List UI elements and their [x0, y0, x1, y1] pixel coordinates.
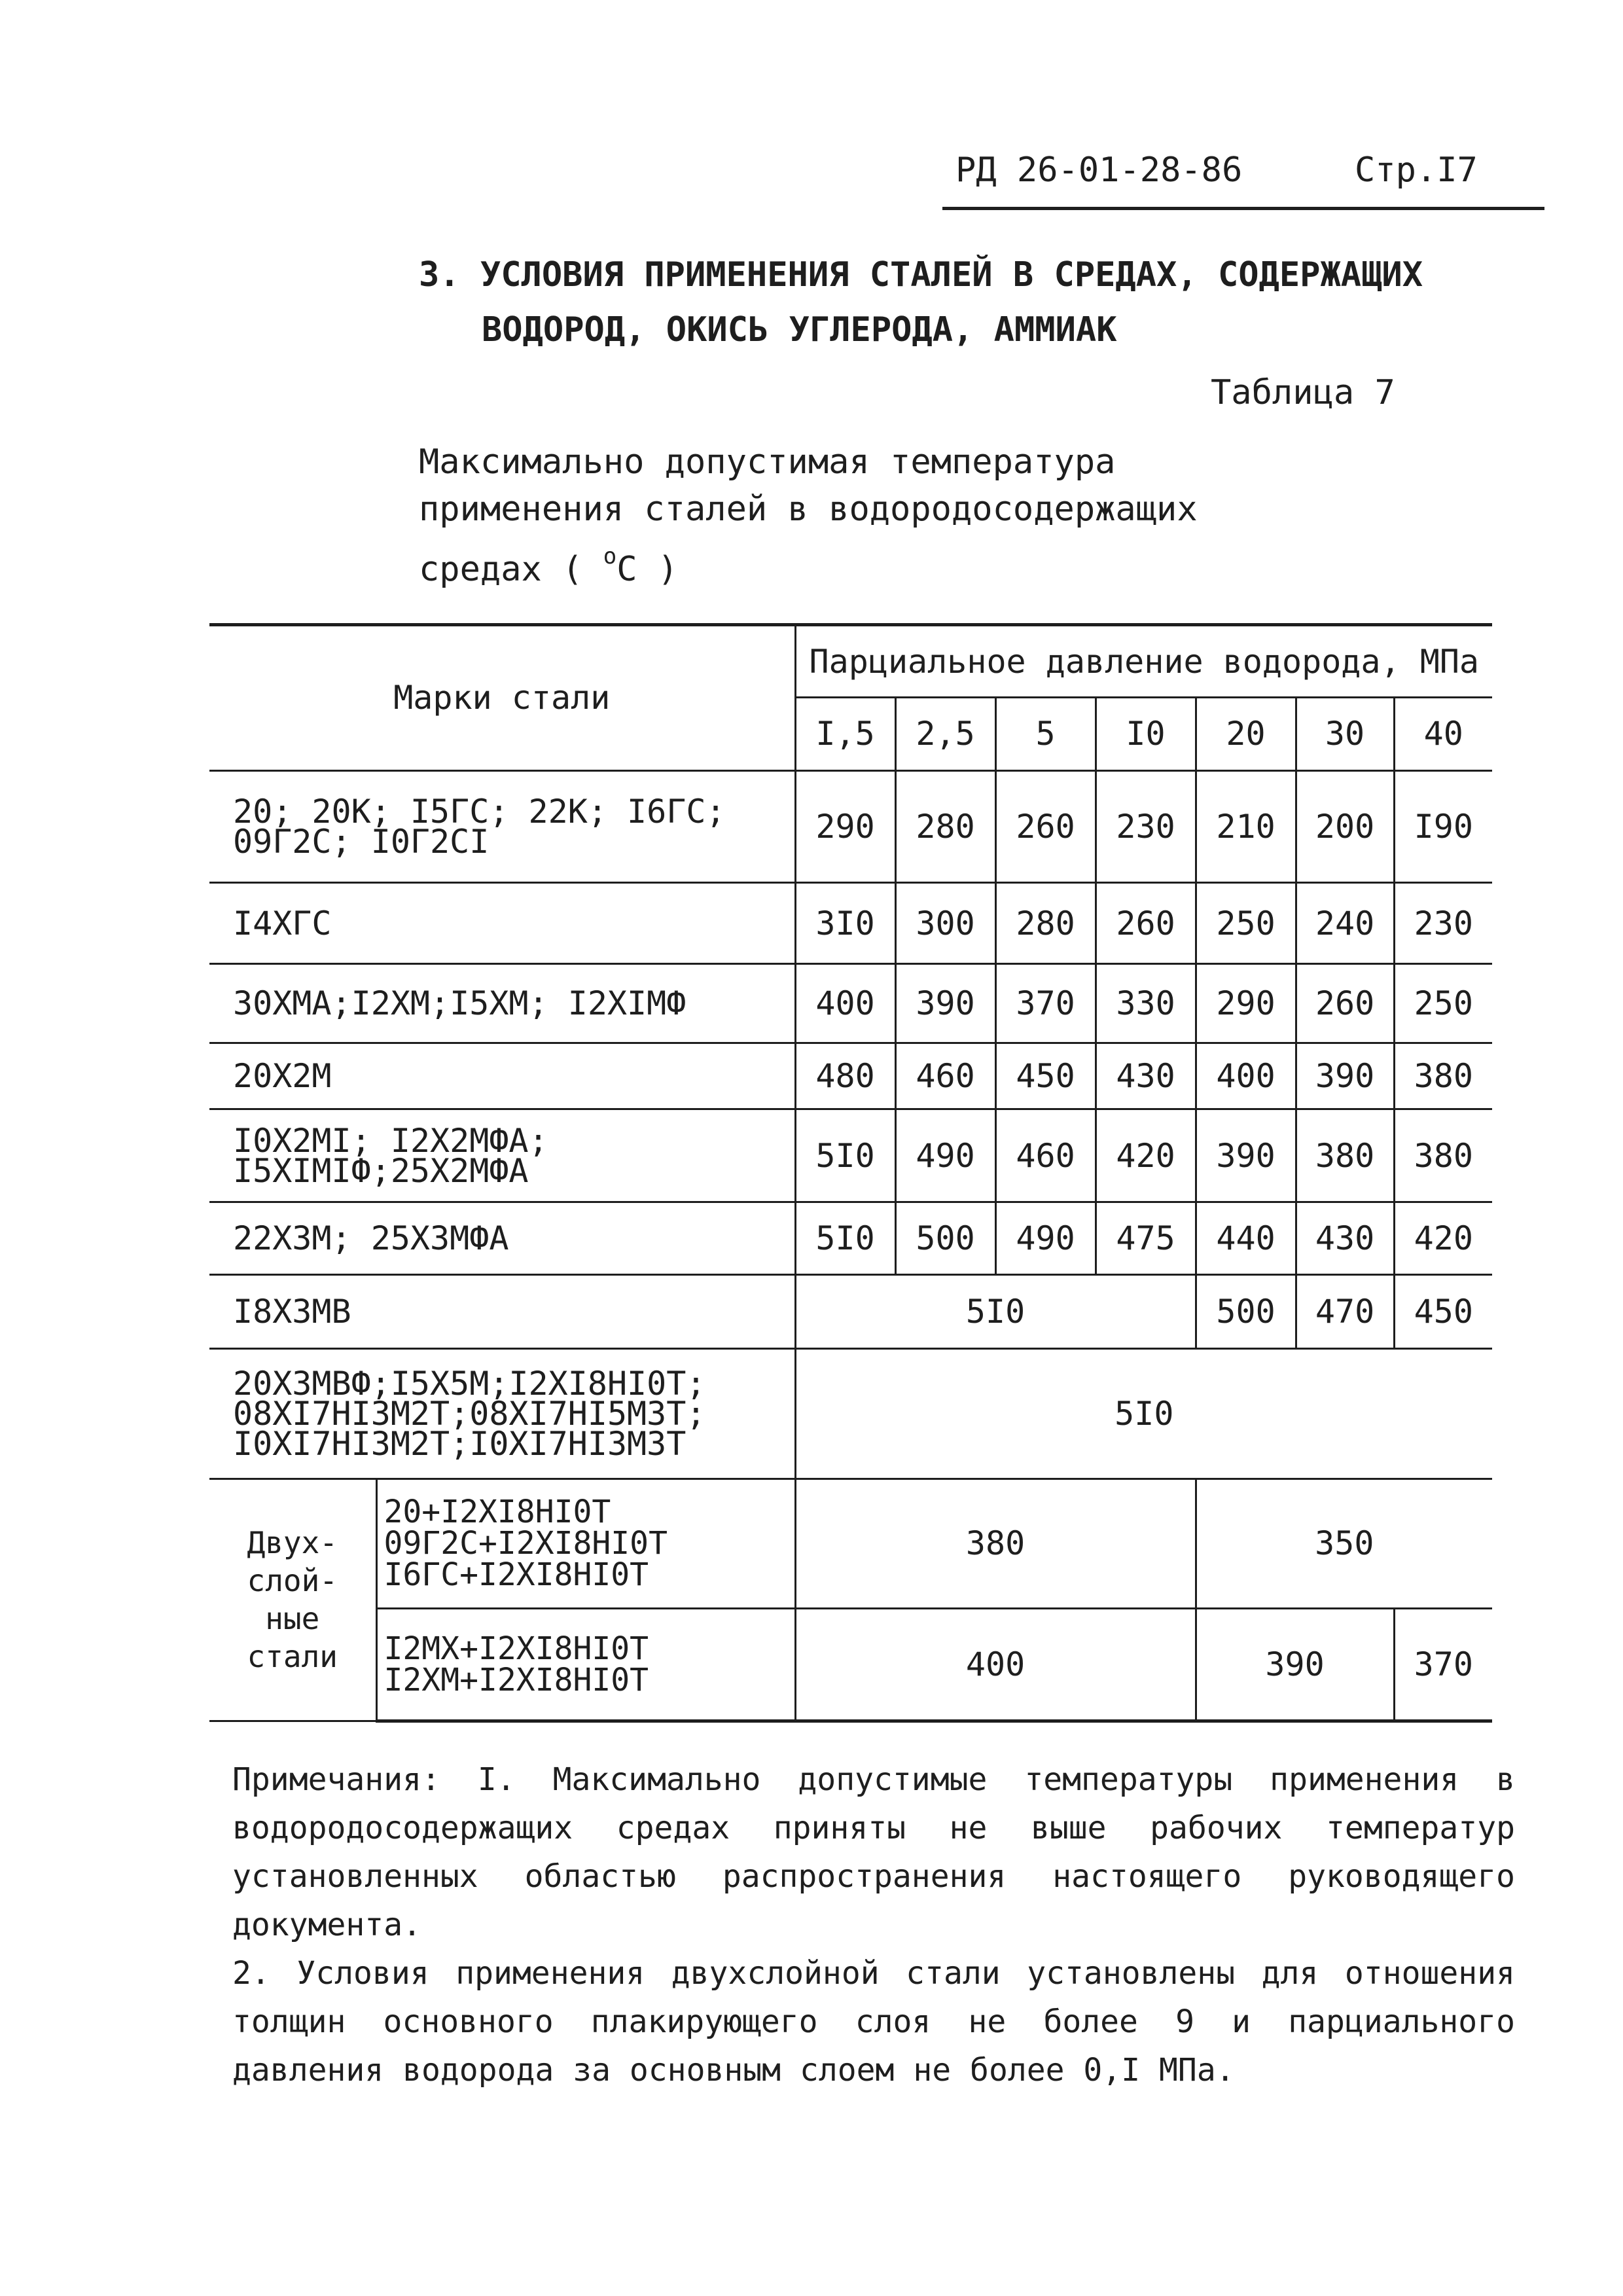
- caption-line3-pre: средах (: [419, 550, 583, 589]
- caption-line3: [419, 533, 1198, 593]
- temp-cell: 290: [1196, 963, 1296, 1043]
- document-code: РД 26-01-28-86: [955, 151, 1243, 190]
- pressure-20: 20: [1196, 698, 1296, 770]
- pressure-10: I0: [1096, 698, 1196, 770]
- grade-line: 09Г2С; I0Г2СI: [233, 822, 490, 861]
- temp-cell: 290: [795, 770, 895, 883]
- table-row: [209, 1275, 1492, 1349]
- grade-line: I2ХМ+I2ХI8НI0Т: [383, 1661, 649, 1698]
- temp-cell: 430: [1096, 1043, 1196, 1109]
- grade-line: 09Г2С+I2ХI8НI0Т: [383, 1525, 668, 1562]
- steel-grade: [209, 1349, 795, 1479]
- temp-cell: 500: [1196, 1275, 1296, 1349]
- temp-cell: 380: [1394, 1043, 1492, 1109]
- temp-cell: 210: [1196, 770, 1296, 883]
- steel-grade: [209, 1109, 795, 1202]
- temp-cell: 490: [895, 1109, 995, 1202]
- grade-line: I6ГС+I2ХI8НI0Т: [383, 1556, 649, 1594]
- two-layer-label: [209, 1479, 376, 1721]
- grade-line: 20+I2ХI8НI0Т: [383, 1494, 611, 1531]
- temp-cell: 450: [1394, 1275, 1492, 1349]
- temp-cell: 390: [1296, 1043, 1394, 1109]
- grade-line: I2МХ+I2ХI8НI0Т: [383, 1630, 649, 1667]
- temp-cell: 420: [1096, 1109, 1196, 1202]
- temp-cell: I90: [1394, 770, 1492, 883]
- table-row: [209, 963, 1492, 1043]
- grade-line: 20; 20К; I5ГС; 22К; I6ГС;: [233, 792, 726, 831]
- steel-grade: 22Х3М; 25Х3МФА: [209, 1202, 795, 1274]
- grade-line: 20Х3МВФ;I5Х5М;I2ХI8НI0Т;: [233, 1365, 706, 1403]
- pressure-40: 40: [1394, 698, 1492, 770]
- temp-cell: 490: [995, 1202, 1096, 1274]
- degree-sign: о: [603, 543, 617, 569]
- temp-cell: 280: [895, 770, 995, 883]
- temp-cell: 260: [995, 770, 1096, 883]
- temp-cell: 370: [995, 963, 1096, 1043]
- note-1: Примечания: I. Максимально допустимые температуры применения в водородосодержащих средах приняты не выше рабочих температур установленных областью распространения настоящего руководящего документа.: [232, 1761, 1515, 1943]
- table-row: [209, 1202, 1492, 1274]
- header-grade: Марки стали: [209, 625, 795, 771]
- temp-cell: 390: [1196, 1109, 1296, 1202]
- pressure-2-5: 2,5: [895, 698, 995, 770]
- temp-cell: 280: [995, 883, 1096, 963]
- steel-grade: 30ХМА;I2ХМ;I5ХМ; I2ХIМФ: [209, 963, 795, 1043]
- temp-cell: 470: [1296, 1275, 1394, 1349]
- temp-cell: 380: [1296, 1109, 1394, 1202]
- temp-cell: 475: [1096, 1202, 1196, 1274]
- grade-line: 08ХI7НI3М2Т;08ХI7НI5М3Т;: [233, 1395, 706, 1433]
- section-title-line2: ВОДОРОД, ОКИСЬ УГЛЕРОДА, АММИАК: [482, 310, 1117, 350]
- two-layer-label-line: ные: [265, 1601, 320, 1637]
- temp-cell: 260: [1096, 883, 1196, 963]
- table-row: [209, 1349, 1492, 1479]
- temp-cell-merged: 350: [1196, 1479, 1492, 1608]
- pressure-1-5: I,5: [795, 698, 895, 770]
- temp-cell: 400: [1196, 1043, 1296, 1109]
- temp-cell-merged: 390: [1196, 1608, 1394, 1721]
- temp-cell: 240: [1296, 883, 1394, 963]
- table-row: [209, 883, 1492, 963]
- page-number: Стр.I7: [1355, 151, 1478, 190]
- temp-cell: 5I0: [795, 1109, 895, 1202]
- table-row: [209, 1479, 1492, 1608]
- section-title: [419, 247, 1423, 357]
- steel-temperature-table: [209, 623, 1492, 1723]
- table-row: [209, 1043, 1492, 1109]
- caption-unit: С ): [616, 550, 679, 589]
- temp-cell: 260: [1296, 963, 1394, 1043]
- temp-cell: 460: [895, 1043, 995, 1109]
- grade-line: I0ХI7НI3М2Т;I0ХI7НI3М3Т: [233, 1425, 687, 1463]
- caption-line2: применения сталей в водородосодержащих: [419, 490, 1198, 529]
- temp-cell-merged: 5I0: [795, 1275, 1196, 1349]
- note-2: 2. Условия применения двухслойной стали установлены для отношения толщин основного плакирующего слоя не более 9 и парциального давления водорода за основным слоем не более 0,I МПа.: [232, 1955, 1515, 2089]
- pressure-5: 5: [995, 698, 1096, 770]
- table-row: [209, 1109, 1492, 1202]
- grade-line: I5ХIМIФ;25Х2МФА: [233, 1151, 529, 1190]
- temp-cell: 300: [895, 883, 995, 963]
- temp-cell: 230: [1096, 770, 1196, 883]
- table-caption: [419, 439, 1198, 593]
- two-layer-label-line: слой-: [247, 1563, 338, 1599]
- temp-cell: 380: [1394, 1109, 1492, 1202]
- temp-cell: 200: [1296, 770, 1394, 883]
- temp-cell: 450: [995, 1043, 1096, 1109]
- grade-line: I0Х2МI; I2Х2МФА;: [233, 1121, 548, 1160]
- table-row: [209, 770, 1492, 883]
- temp-cell: 500: [895, 1202, 995, 1274]
- two-layer-label-line: Двух-: [247, 1525, 338, 1561]
- two-layer-grades: [376, 1479, 795, 1608]
- pressure-30: 30: [1296, 698, 1394, 770]
- caption-line1: Максимально допустимая температура: [419, 442, 1116, 482]
- temp-cell: 400: [795, 963, 895, 1043]
- temp-cell: 250: [1394, 963, 1492, 1043]
- temp-cell: 3I0: [795, 883, 895, 963]
- temp-cell: 230: [1394, 883, 1492, 963]
- section-title-line1: 3. УСЛОВИЯ ПРИМЕНЕНИЯ СТАЛЕЙ В СРЕДАХ, СОДЕРЖАЩИХ: [419, 255, 1423, 295]
- temp-cell-merged: 400: [795, 1608, 1196, 1721]
- temp-cell: 330: [1096, 963, 1196, 1043]
- temp-cell: 5I0: [795, 1202, 895, 1274]
- notes: [232, 1755, 1515, 2094]
- temp-cell: 250: [1196, 883, 1296, 963]
- temp-cell: 460: [995, 1109, 1096, 1202]
- two-layer-label-line: стали: [247, 1639, 338, 1675]
- steel-grade: [209, 770, 795, 883]
- temp-cell-merged: 380: [795, 1479, 1196, 1608]
- two-layer-grades: [376, 1608, 795, 1721]
- temp-cell: 440: [1196, 1202, 1296, 1274]
- header-rule: [942, 207, 1544, 210]
- temp-cell: 430: [1296, 1202, 1394, 1274]
- header-pressure: Парциальное давление водорода, МПа: [795, 625, 1492, 698]
- table-row: [209, 1608, 1492, 1721]
- steel-grade: I8Х3МВ: [209, 1275, 795, 1349]
- temp-cell-merged: 5I0: [795, 1349, 1492, 1479]
- steel-grade: I4ХГС: [209, 883, 795, 963]
- temp-cell: 480: [795, 1043, 895, 1109]
- temp-cell: 420: [1394, 1202, 1492, 1274]
- steel-grade: 20Х2М: [209, 1043, 795, 1109]
- table-number: Таблица 7: [1211, 373, 1395, 412]
- temp-cell: 390: [895, 963, 995, 1043]
- temp-cell: 370: [1394, 1608, 1492, 1721]
